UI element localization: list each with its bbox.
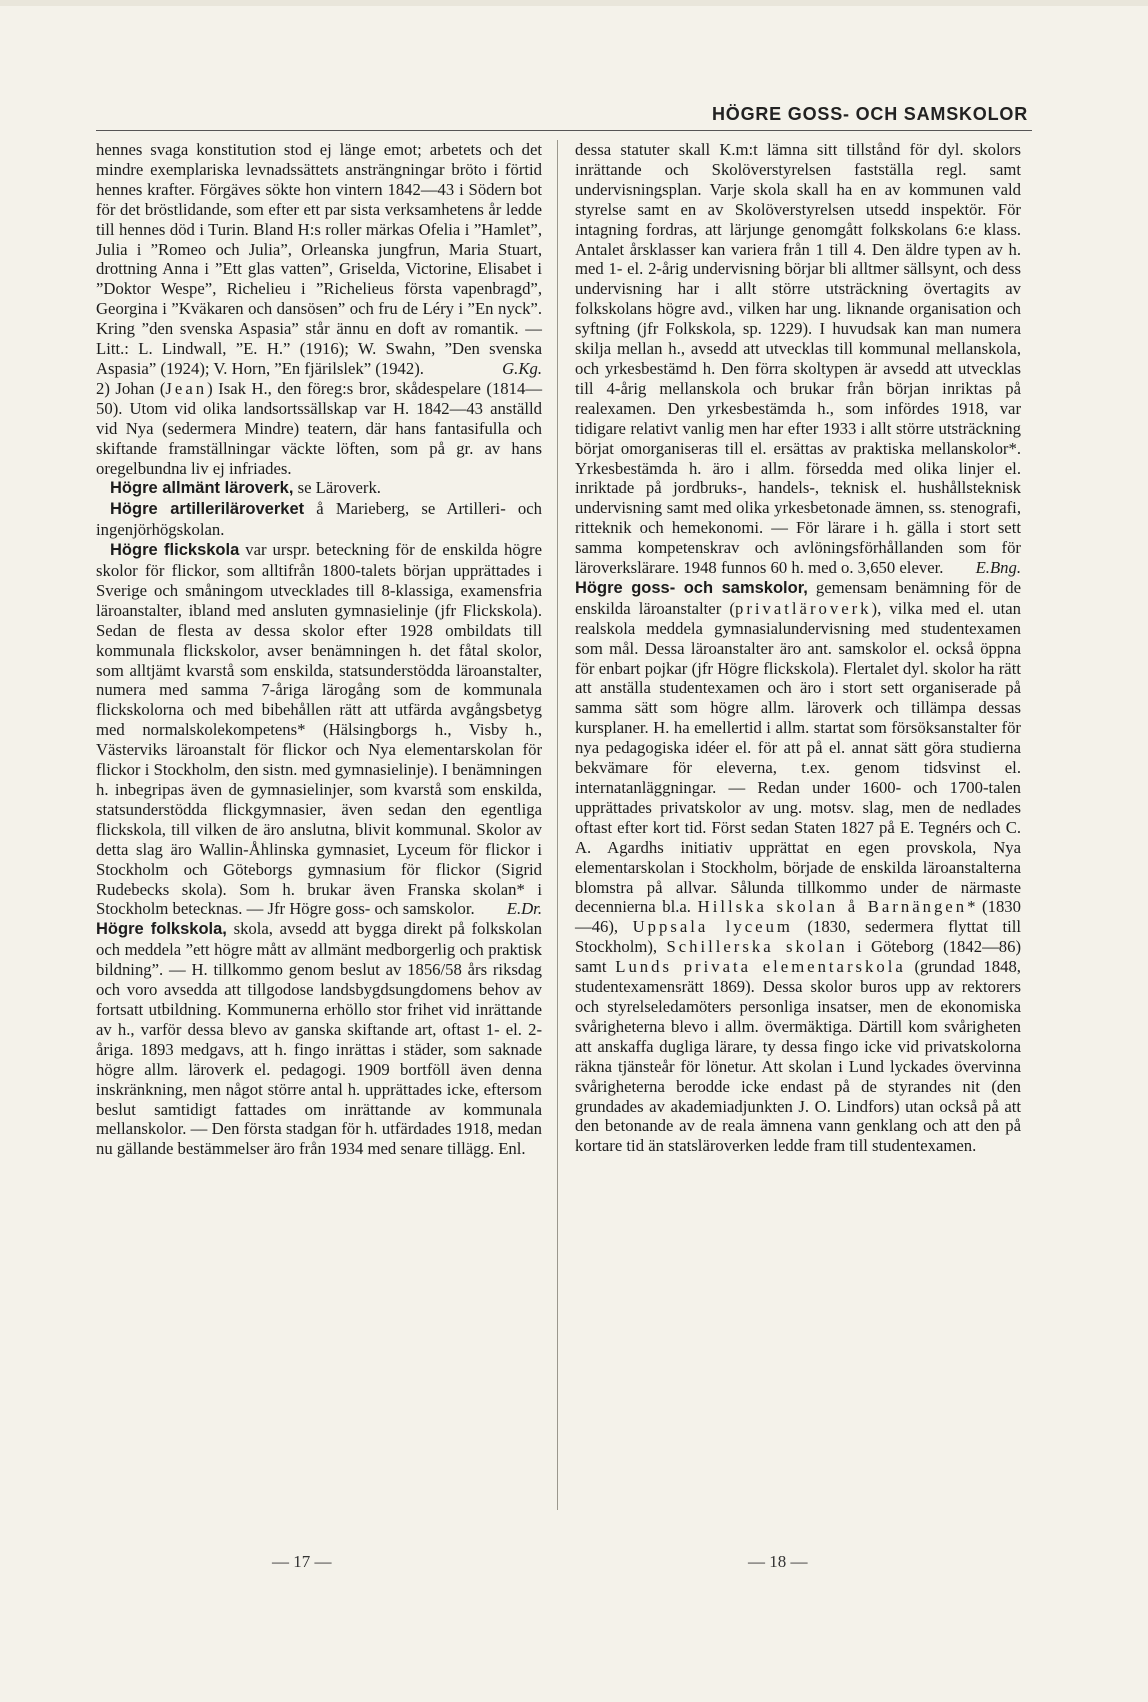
page-number-right: — 18 —: [748, 1552, 808, 1571]
page-number-left: — 17 —: [272, 1552, 332, 1571]
column-divider: [557, 140, 558, 1510]
author-signature: E.Bng.: [975, 558, 1021, 578]
entry-hogre-flickskola: Högre flickskola var urspr. beteckning för de enskilda högre skolor för flickor, som alltifrån 1800-talets början upprättades i Sverige och småningom utvecklades till 8-klassiga, examensfria läroanstalter, ibland med ansluten gymnasielinje (jfr Flickskola). Sedan de flesta av dessa skolor efter 1928 ombildats till kommunala flickskolor, avser benämningen h. det fåtal skolor, som alltjämt kvarstå som enskilda, statsunderstödda läroanstalter, numera med samma 7-åriga lärogång som de kommunala flickskolorna och med bibehållen rätt att utfärda avgångsbetyg med normalskolekompetens* (Hälsingborgs h., Visby h., Västerviks läroanstalt för flickor och Nya elementarskolan för flickor i Stockholm, den sistn. med gymnasielinje). I benämningen h. inbegripas även de gymnasielinjer, som kvarstå som enskilda, statsunderstödda flickgymnasier, även sedan den egentliga flickskola, till vilken de äro anslutna, blivit kommunal. Skolor av detta slag äro Wallin-Åhlinska gymnasiet, Lyceum för flickor i Stockholm och Göteborgs gymnasium för flickor (Sigrid Rudebecks skola). Som h. brukar även Franska skolan* i Stockholm betecknas. — Jfr Högre goss- och samskolor. E.Dr.: [96, 540, 542, 919]
entry-hogre-goss-och-samskolor: Högre goss- och samskolor, gemensam benämning för de enskilda läroanstalter (privatläroverk), vilka med el. utan realskola meddela gymnasialundervisning med studentexamen som mål. Dessa läroanstalter äro ant. samskolor el. också öppna för enbart pojkar (jfr Högre flickskola). Flertalet dyl. skolor ha rätt att anställa studentexamen och äro i stort sett organiserade på samma sätt som högre allm. läroverk och tillämpa dessas kursplaner. H. ha emellertid i allm. startat som försöksanstalter för nya pedagogiska idéer el. för att på el. annat sätt göra studierna bekvämare för eleverna, t.ex. genom tidsvinst el. internatanläggningar. — Redan under 1600- och 1700-talen upprättades privatskolor av ung. motsv. slag, men de nedlades oftast efter kort tid. Först sedan Staten 1827 på E. Tegnérs och C. A. Agardhs initiativ upprättat en egen provskola, Nya elementarskolan i Stockholm, började de enskilda läroanstalterna blomstra på allvar. Sålunda tillkommo under de närmaste decennierna bl.a. Hillska skolan å Barnängen* (1830—46), Uppsala lyceum (1830, sedermera flyttat till Stockholm), Schillerska skolan i Göteborg (1842—86) samt Lunds privata elementarskola (grundad 1848, studentexamensrätt 1869). Dessa skolor buros upp av rektorers och styrelseledamöters personliga insatser, men de ekonomiska svårigheterna blevo i allm. övermäktiga. Därtill kom svårigheten att anskaffa dugliga lärare, ty dessa fingo icke vid privatskolorna räkna tjänsteår för lönetur. Att skolan i Lund lyckades övervinna svårigheterna berodde icke endast på de styrandes nit (den grundades av akademiadjunkten J. O. Lindfors) utan också på att den betonande av de reala ämnena vann genklang och att den på kortare tid än statsläroverken ledde fram till studentexamen.: [575, 577, 1022, 1156]
entry-headword: Högre flickskola: [110, 541, 240, 560]
entry-hogre-artillerilaroverket: Högre artilleriläroverket å Marieberg, se Artilleri- och ingenjörhögskolan.: [96, 499, 542, 540]
entry-headword: Högre allmänt läroverk,: [110, 479, 294, 498]
author-signature: E.Dr.: [506, 899, 542, 919]
page-top-edge: [0, 0, 1148, 6]
paragraph-folkskola-cont: dessa statuter skall K.m:t lämna sitt tillstånd för dyl. skolors inrättande och Skolöverstyrelsen fastställa regl. samt undervisningsplan. Varje skola skall ha en av kommunen vald styrelse samt en av Skolöverstyrelsen utsedd inspektör. För intagning fordras, att lärjunge genomgått folkskolans 6:e klass. Antalet årsklasser kan variera från 1 till 4. Den äldre typen av h. med 1- el. 2-årig undervisning börjar bli alltmer sällsynt, och dess undervisning har i allt större utsträckning övertagits av folkskolans högre avd., vilken har ung. liknande organisation och syftning (jfr Folkskola, sp. 1229). I huvudsak kan man numera skilja mellan h., avsedd att utvecklas till kommunal mellanskola, och yrkesbestämd h. Den förra skoltypen är avsedd att utvecklas till 4-årig mellanskola och brukar från början inriktas på realexamen. Den yrkesbestämda h., som infördes 1918, var tidigare relativt vanlig men har efter 1933 i allt större utsträckning börjat omorganiseras till el. ersättas av praktiska mellanskolor*. Yrkesbestämda h. äro i allm. försedda med olika linjer el. inriktade på jordbruks-, handels-, teknisk el. hushållsteknisk undervisning samt med olika yrkesbetonade ämnen, ss. stenografi, ritteknik och hemekonomi. — För lärare i h. gälla i stort sett samma kompetenskrav och avlöningsförhållanden som för läroverkslärare. 1948 funnos 60 h. med o. 3,650 elever. E.Bng.: [575, 140, 1021, 578]
entry-headword: Högre goss- och samskolor,: [575, 578, 808, 597]
paragraph-text: hennes svaga konstitution stod ej länge emot; arbetets och det mindre exemplariska levnadssättets ansträngningar bröto i förtid hennes krafter. Förgäves sökte hon vintern 1842—43 i Södern bot för det bröstlidande, som efter ett par sista verksamhetens år ledde till hennes död i Turin. Bland H:s roller märkas Ofelia i ”Hamlet”, Julia i ”Romeo och Julia”, Orleanska jungfrun, Maria Stuart, drottning Anna i ”Ett glas vatten”, Griselda, Victorine, Elisabet i ”Doktor Wespe”, Richelieu i ”Richelieus första vapenbragd”, Georgina i ”Kväkaren och dansösen” och fru de Léry i ”En nyck”. Kring ”den svenska Aspasia” står ännu en doft av romantik. — Litt.: L. Lindwall, ”E. H.” (1916); W. Swahn, ”Den svenska Aspasia” (1924); V. Horn, ”En fjärilslek” (1942).: [96, 140, 542, 378]
spaced-name: Jean: [165, 378, 208, 398]
paragraph-johan: 2) Johan (Jean) Isak H., den föreg:s bror, skådespelare (1814—50). Utom vid olika landsortssällskap var H. 1842—43 anställd vid Nya (sedermera Mindre) teatern, där hans fantasifulla och skiftande framställningar väckte löften, som på gr. av hans oregelbundna liv ej infriades.: [96, 378, 543, 478]
entry-headword: Högre folkskola,: [96, 920, 227, 939]
header-rule: [96, 130, 1032, 131]
paragraph-hennes: [96, 140, 542, 379]
left-column: [96, 140, 542, 1159]
author-signature: G.Kg.: [502, 358, 542, 378]
running-header: HÖGRE GOSS- OCH SAMSKOLOR: [711, 104, 1028, 124]
entry-hogre-allmant-laroverk: Högre allmänt läroverk, se Läroverk.: [110, 478, 381, 498]
entry-headword: Högre artilleriläroverket: [110, 500, 305, 519]
right-column: [575, 140, 1021, 1156]
entry-hogre-folkskola: Högre folkskola, skola, avsedd att bygga direkt på folkskolan och meddela ”ett högre mått av allmänt medborgerlig och praktisk bildning”. — H. tillkommo genom beslut av 1856/58 års riksdag och voro avsedda att tillgodose landsbygdsungdomens behov av fortsatt utbildning. Kommunerna erhöllo stor frihet vid inrättande av h., varför dessa blevo av ganska skiftande art, oftast 1- el. 2-åriga. 1893 medgavs, att h. fingo inrättas i städer, som saknade högre allm. läroverk el. pedagogi. 1909 bortföll även denna inskränkning, men något större antal h. upprättades icke, eftersom beslut samtidigt fattades om inrättande av kommunala mellanskolor. — Den första stadgan för h. utfärdades 1918, medan nu gällande bestämmelser äro från 1934 med senare tillägg. Enl.: [96, 919, 542, 1159]
